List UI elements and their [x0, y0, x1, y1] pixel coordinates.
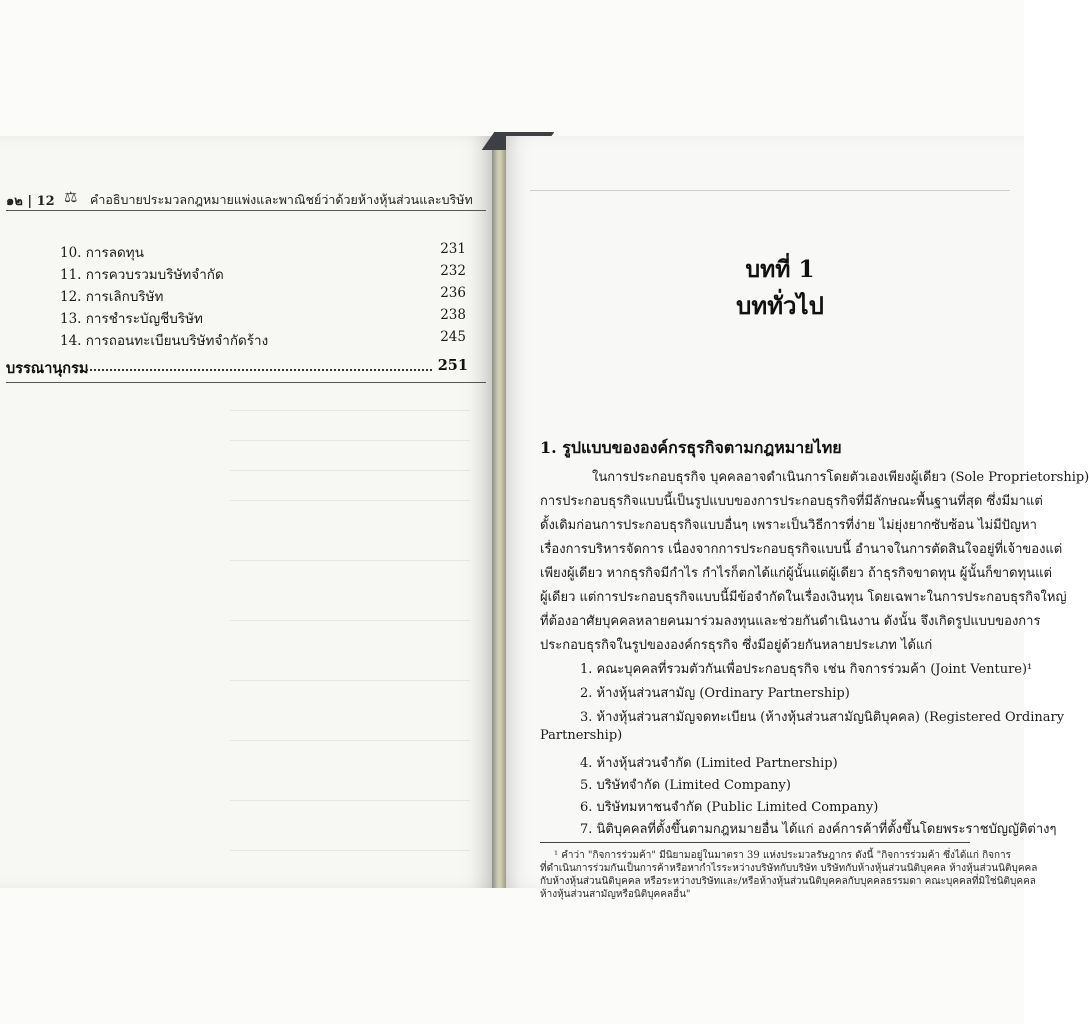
list-item-continuation: Partnership)	[540, 728, 623, 743]
chapter-number: บทที่ 1	[745, 256, 815, 283]
toc-item-page: 236	[440, 285, 466, 301]
dot-leader	[86, 369, 432, 371]
footnote-line: ที่ดำเนินการร่วมกันเป็นการค้าหรือหากำไรระหว่างบริษัทกับบริษัท บริษัทกับห้างหุ้นส่วนนิติบุคคล ห้างหุ้นส่วนนิติบุคคล	[540, 863, 1038, 874]
list-item: 5. บริษัทจำกัด (Limited Company)	[580, 778, 791, 793]
list-item: 4. ห้างหุ้นส่วนจำกัด (Limited Partnership)	[580, 756, 838, 771]
footnote-line: ห้างหุ้นส่วนสามัญหรือนิติบุคคลอื่น"	[540, 889, 691, 900]
toc-item-title: 11. การควบรวมบริษัทจำกัด	[60, 267, 224, 283]
toc-item-page: 231	[440, 241, 466, 257]
scales-of-justice-icon: ⚖	[64, 188, 78, 206]
list-item: 3. ห้างหุ้นส่วนสามัญจดทะเบียน (ห้างหุ้นส่วนสามัญนิติบุคคล) (Registered Ordinary	[580, 710, 1065, 725]
toc-item-title: 10. การลดทุน	[60, 245, 144, 261]
toc-item-title: 12. การเลิกบริษัท	[60, 289, 164, 305]
toc-item-title: 13. การชำระบัญชีบริษัท	[60, 311, 203, 327]
bibliography-row	[6, 357, 468, 379]
footnote-line: กับห้างหุ้นส่วนนิติบุคคล หรือระหว่างบริษัทและ/หรือห้างหุ้นส่วนนิติบุคคลกับบุคคลธรรมดา คณะบุคคลที่มิใช่นิติบุคคล	[540, 876, 1036, 887]
footnote-rule	[540, 842, 970, 843]
list-item: 2. ห้างหุ้นส่วนสามัญ (Ordinary Partnership)	[580, 686, 850, 701]
paragraph-line: ที่ต้องอาศัยบุคคลหลายคนมาร่วมลงทุนและช่วยกันดำเนินงาน ดังนั้น จึงเกิดรูปแบบของการ	[540, 614, 1041, 629]
page-number: ๑๒ | 12	[6, 194, 55, 209]
toc-item	[60, 285, 480, 305]
paragraph-line: เรื่องการบริหารจัดการ เนื่องจากการประกอบธุรกิจแบบนี้ อำนาจในการตัดสินใจอยู่ที่เจ้าของแต่	[540, 542, 1063, 557]
paragraph-line: ผู้เดียว แต่การประกอบธุรกิจแบบนี้มีข้อจำกัดในเรื่องเงินทุน โดยเฉพาะในการประกอบธุรกิจใหญ่	[540, 590, 1067, 605]
section-rule	[6, 382, 486, 383]
toc-item-page: 232	[440, 263, 466, 279]
header-rule	[6, 210, 486, 211]
chapter-title: บททั่วไป	[736, 291, 824, 320]
paragraph-line: ดั้งเดิมก่อนการประกอบธุรกิจแบบอื่นๆ เพราะเป็นวิธีการที่ง่าย ไม่ยุ่งยากซับซ้อน ไม่มีปัญหา	[540, 518, 1037, 533]
paragraph-line: ในการประกอบธุรกิจ บุคคลอาจดำเนินการโดยตัวเองเพียงผู้เดียว (Sole Proprietorship)	[592, 470, 1089, 485]
section-heading: 1. รูปแบบขององค์กรธุรกิจตามกฎหมายไทย	[540, 438, 842, 457]
bibliography-label: บรรณานุกรม	[6, 360, 89, 377]
list-item: 1. คณะบุคคลที่รวมตัวกันเพื่อประกอบธุรกิจ เช่น กิจการร่วมค้า (Joint Venture)¹	[580, 662, 1033, 677]
running-header-title: คำอธิบายประมวลกฎหมายแพ่งและพาณิชย์ว่าด้วยห้างหุ้นส่วนและบริษัท	[90, 192, 473, 207]
paragraph-line: การประกอบธุรกิจแบบนี้เป็นรูปแบบของการประกอบธุรกิจที่มีลักษณะพื้นฐานที่สุด ซึ่งมีมาแต่	[540, 494, 1043, 509]
list-item: 6. บริษัทมหาชนจำกัด (Public Limited Company)	[580, 800, 879, 815]
book-gutter	[492, 136, 506, 888]
toc-item-page: 245	[440, 329, 466, 345]
bibliography-page: 251	[437, 357, 468, 374]
toc-item	[60, 307, 480, 327]
toc-item	[60, 329, 480, 349]
toc-item	[60, 263, 480, 283]
right-header-rule	[530, 190, 1010, 191]
footnote-line: ¹ คำว่า "กิจการร่วมค้า" มีนิยามอยู่ในมาตรา 39 แห่งประมวลรัษฎากร ดังนี้ "กิจการร่วมค้า ซึ่งได้แก่ กิจการ	[554, 850, 1012, 861]
left-page-header	[6, 190, 490, 210]
toc-item-title: 14. การถอนทะเบียนบริษัทจำกัดร้าง	[60, 333, 269, 349]
paragraph-line: เพียงผู้เดียว หากธุรกิจมีกำไร กำไรก็ตกได้แก่ผู้นั้นแต่ผู้เดียว ถ้าธุรกิจขาดทุน ผู้นั้นก็ขาดทุนแต่	[540, 566, 1052, 581]
list-item: 7. นิติบุคคลที่ตั้งขึ้นตามกฎหมายอื่น ได้แก่ องค์การค้าที่ตั้งขึ้นโดยพระราชบัญญัติต่างๆ	[580, 822, 1057, 837]
toc-item	[60, 241, 480, 261]
toc-item-page: 238	[440, 307, 466, 323]
paragraph-line: ประกอบธุรกิจในรูปขององค์กรธุรกิจ ซึ่งมีอยู่ด้วยกันหลายประเภท ได้แก่	[540, 638, 933, 653]
